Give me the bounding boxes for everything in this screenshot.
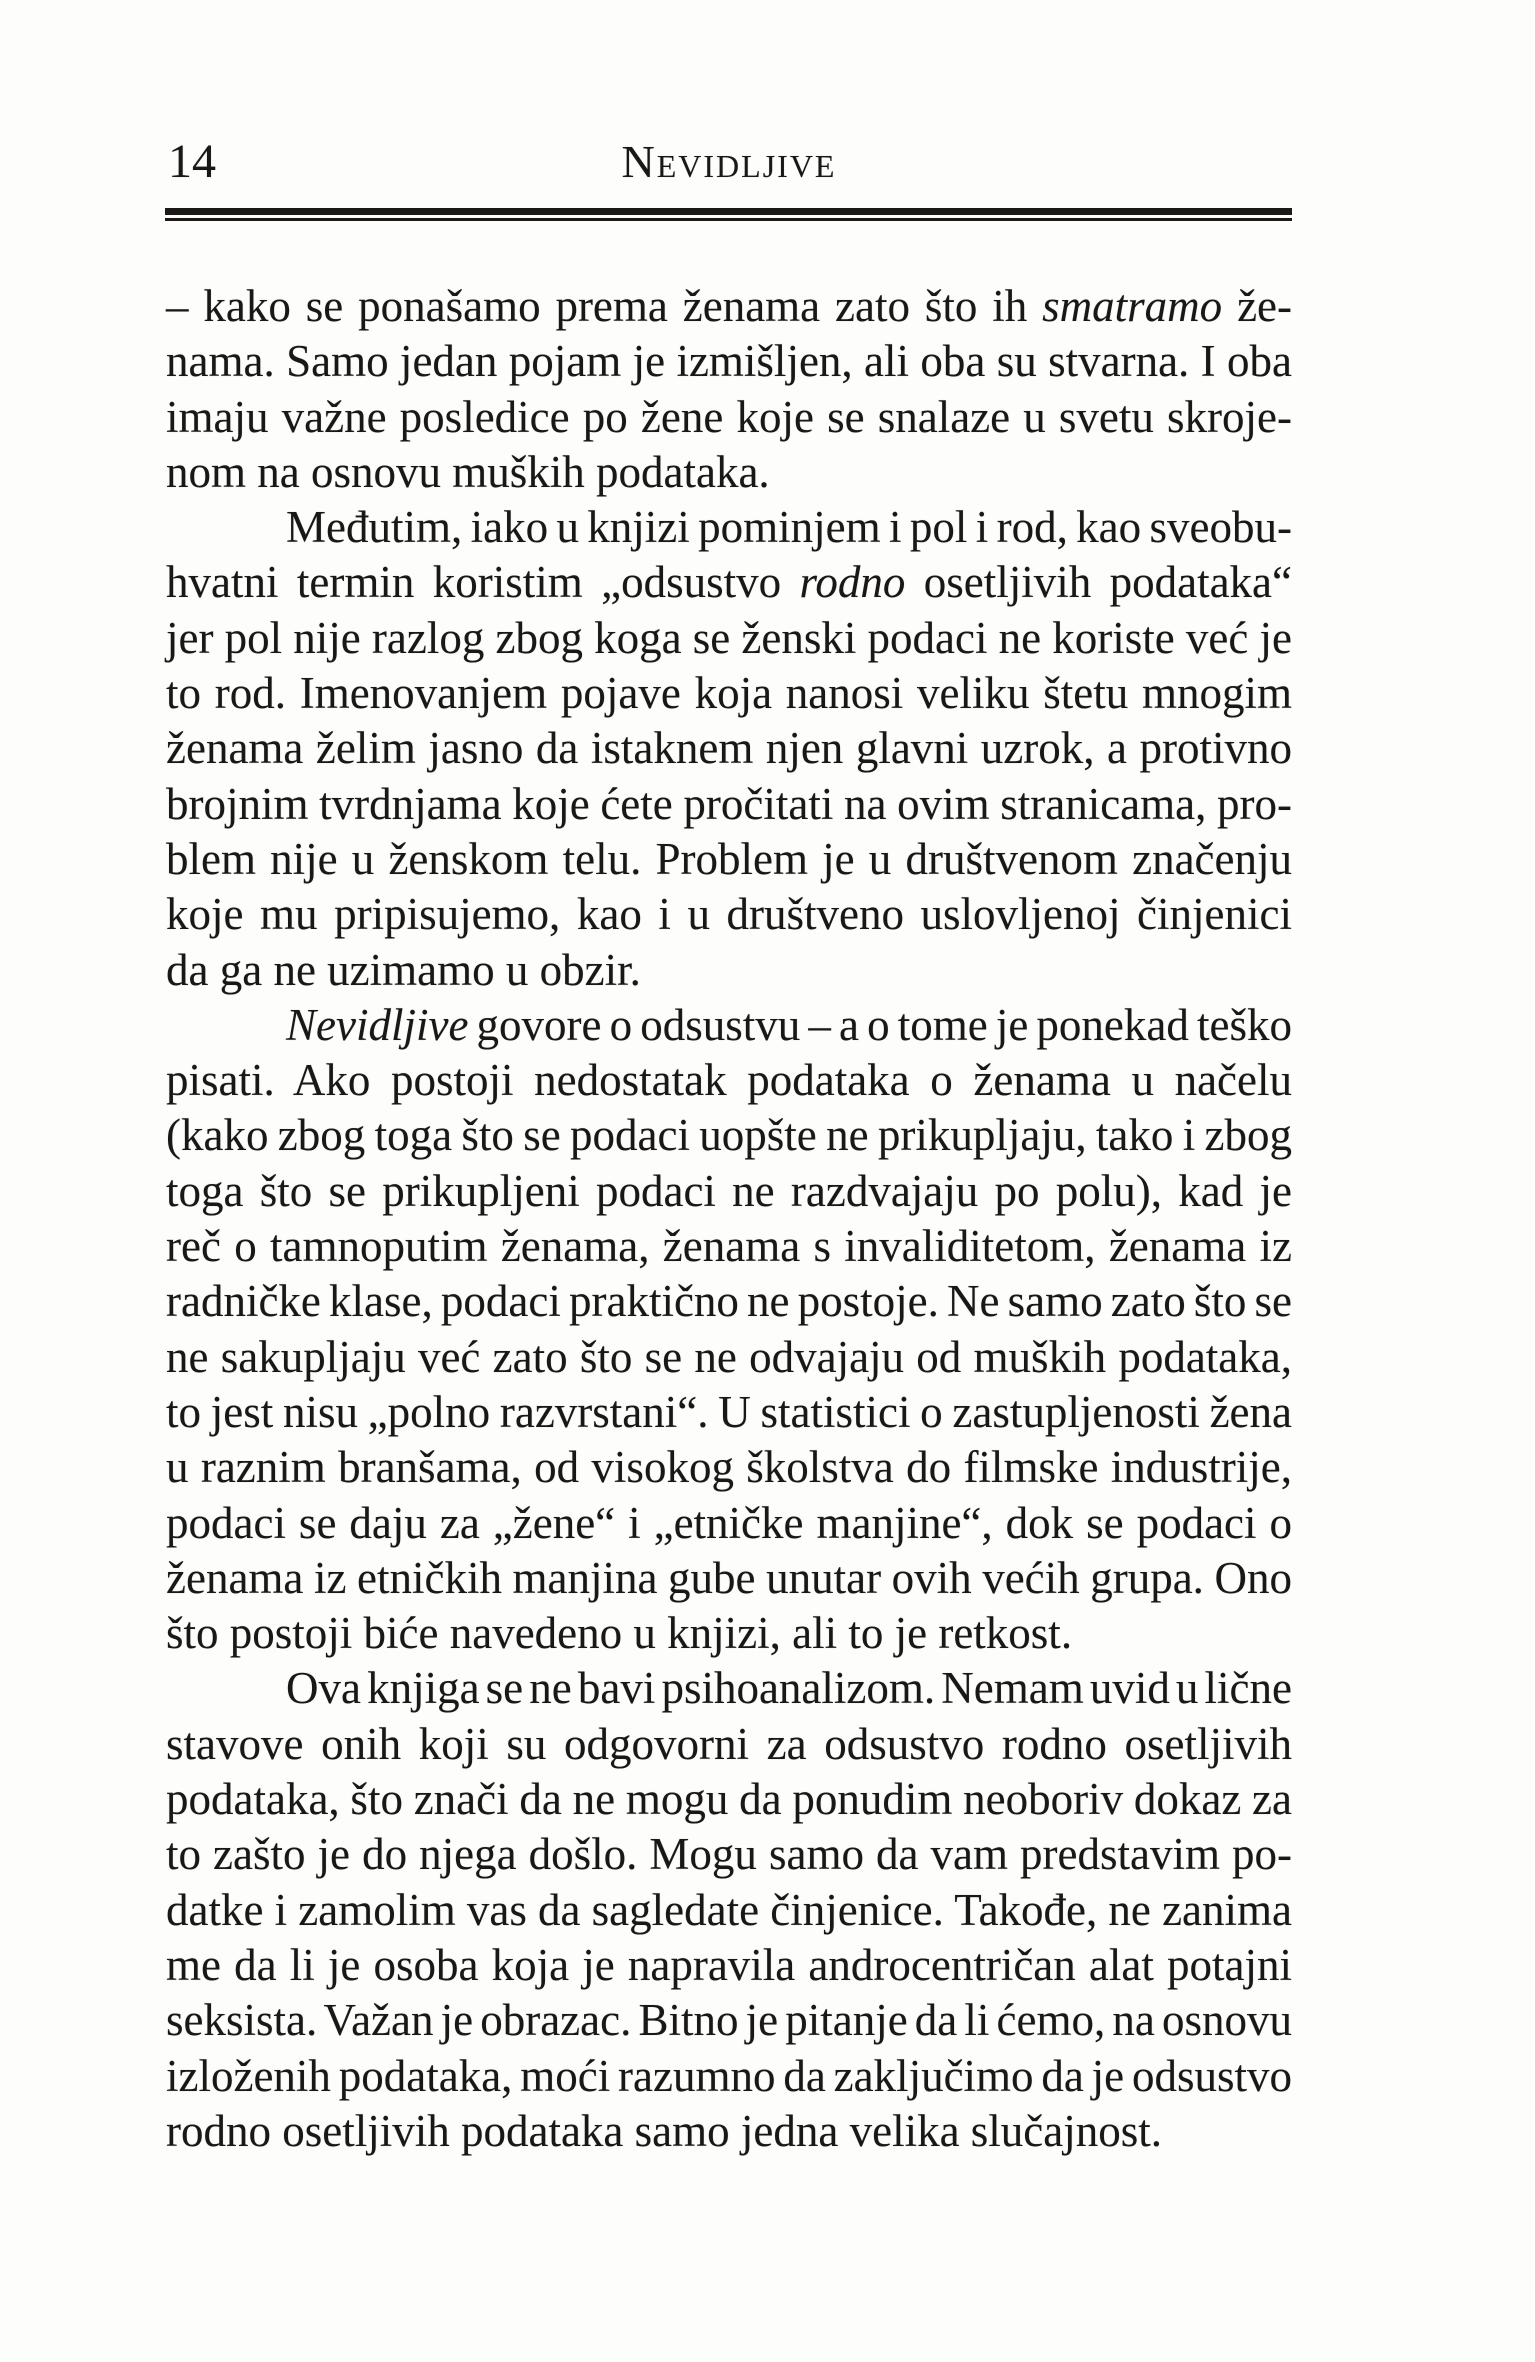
text-line: hvatni termin koristim „odsustvo rodno osetljivih podataka“ [166, 557, 1292, 608]
text-line: podataka, što znači da ne mogu da ponudim neoboriv dokaz za [166, 1774, 1292, 1825]
running-title: Nevidljive [621, 136, 837, 187]
italic-text: smatramo [1042, 281, 1223, 331]
text-line: ne sakupljaju već zato što se ne odvajaju od muških podataka, [166, 1331, 1292, 1382]
text-line: seksista. Važan je obrazac. Bitno je pitanje da li ćemo, na osnovu [166, 1995, 1292, 2046]
text-line: jer pol nije razlog zbog koga se ženski podaci ne koriste već je [166, 612, 1292, 663]
text-line: Ova knjiga se ne bavi psihoanalizom. Nemam uvid u lične [286, 1663, 1292, 1714]
text-line: ženama iz etničkih manjina gube unutar ovih većih grupa. Ono [166, 1552, 1292, 1603]
page-body [166, 279, 1292, 2159]
text-line: izloženih podataka, moći razumno da zaključimo da je odsustvo [166, 2050, 1292, 2101]
text-line: što postoji biće navedeno u knjizi, ali to je retkost. [166, 1608, 1073, 1659]
double-rule [165, 208, 1292, 221]
text-line: stavove onih koji su odgovorni za odsustvo rodno osetljivih [166, 1718, 1292, 1769]
paragraph-1 [166, 279, 1292, 500]
text-line: Nevidljive govore o odsustvu – a o tome je ponekad teško [286, 999, 1292, 1050]
text-line: reč o tamnoputim ženama, ženama s invaliditetom, ženama iz [166, 1221, 1292, 1272]
italic-text: Nevidljive [286, 999, 469, 1050]
text-line: koje mu pripisujemo, kao i u društveno uslovljenoj činjenici [166, 889, 1292, 940]
text-line: toga što se prikupljeni podaci ne razdvajaju po polu), kad je [166, 1165, 1292, 1216]
text-line: brojnim tvrdnjama koje ćete pročitati na ovim stranicama, pro- [166, 778, 1292, 829]
italic-text: rodno [799, 557, 906, 608]
text-line: datke i zamolim vas da sagledate činjenice. Takođe, ne zanima [166, 1884, 1292, 1935]
rule-thin-line [165, 218, 1292, 221]
text-line: to rod. Imenovanjem pojave koja nanosi veliku štetu mnogim [166, 668, 1292, 719]
text-line: – kako se ponašamo prema ženama zato što ih smatramo že- [166, 281, 1293, 331]
text-line: to zašto je do njega došlo. Mogu samo da vam predstavim po- [166, 1829, 1292, 1880]
text-line: ženama želim jasno da istaknem njen glavni uzrok, a protivno [166, 723, 1292, 774]
text-line: imaju važne posledice po žene koje se snalaze u svetu skroje- [166, 391, 1292, 442]
paragraph-4 [166, 1661, 1292, 2159]
text-line: to jest nisu „polno razvrstani“. U statistici o zastupljenosti žena [166, 1386, 1292, 1437]
paragraph-2 [166, 500, 1292, 998]
text-line: blem nije u ženskom telu. Problem je u društvenom značenju [166, 833, 1292, 884]
paragraph-3 [166, 998, 1292, 1662]
text-line: Međutim, iako u knjizi pominjem i pol i rod, kao sveobu- [286, 502, 1292, 553]
running-head [166, 137, 1292, 187]
text-line: (kako zbog toga što se podaci uopšte ne prikupljaju, tako i zbog [166, 1110, 1292, 1161]
rule-thick-line [165, 208, 1292, 215]
text-line: radničke klase, podaci praktično ne postoje. Ne samo zato što se [166, 1276, 1292, 1327]
text-line: podaci se daju za „žene“ i „etničke manjine“, dok se podaci o [166, 1497, 1292, 1548]
text-line: rodno osetljivih podataka samo jedna velika slučajnost. [166, 2105, 1163, 2156]
page-number: 14 [168, 135, 216, 188]
text-line: nom na osnovu muških podataka. [166, 446, 770, 497]
text-line: u raznim branšama, od visokog školstva do filmske industrije, [166, 1442, 1292, 1493]
text-line: me da li je osoba koja je napravila androcentričan alat potajni [166, 1939, 1292, 1990]
text-line: nama. Samo jedan pojam je izmišljen, ali oba su stvarna. I oba [166, 336, 1292, 387]
text-line: da ga ne uzimamo u obzir. [166, 944, 641, 995]
text-line: pisati. Ako postoji nedostatak podataka o ženama u načelu [166, 1055, 1292, 1106]
